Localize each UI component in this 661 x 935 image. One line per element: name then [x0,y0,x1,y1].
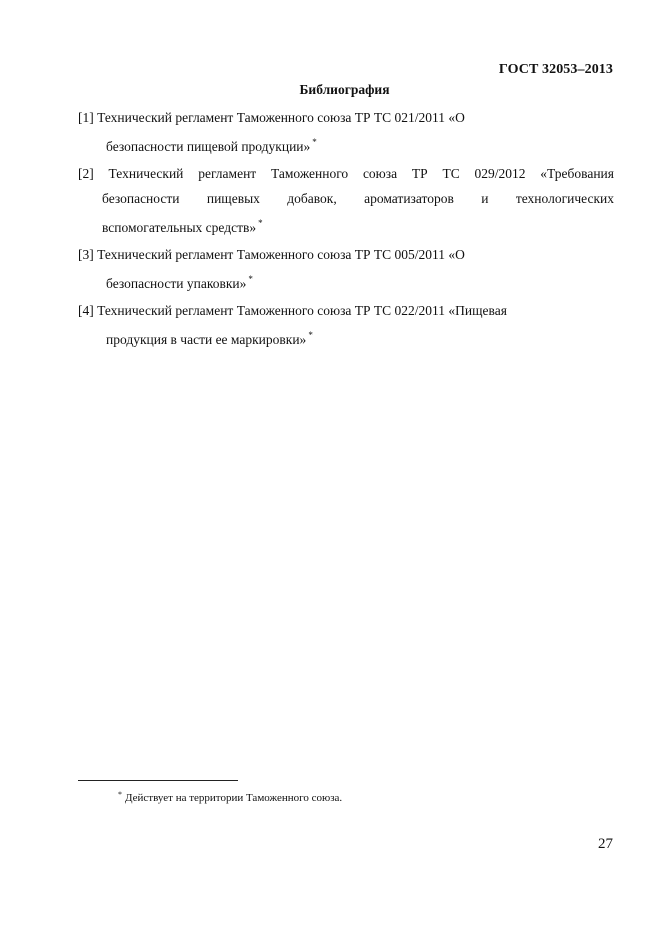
reference-list [78,105,614,352]
footnote [118,790,342,804]
reference-1-line-1: [1] Технический регламент Таможенного союза ТР ТС 021/2011 «О [78,110,465,125]
reference-item-4 [78,298,614,352]
footnote-separator [78,780,238,781]
bibliography-title: Библиография [299,82,390,97]
page-number: 27 [598,836,613,852]
footnote-text: Действует на территории Таможенного союза. [125,792,343,804]
reference-2-line-3: вспомогательных средств» [102,220,257,235]
footnote-mark: * [118,790,122,799]
reference-4-line-2: продукция в части ее маркировки» [106,332,307,347]
reference-2-line-2: безопасности пищевых добавок, ароматизаторов и технологических [102,191,614,206]
reference-item-3 [78,242,614,296]
reference-3-line-1: [3] Технический регламент Таможенного союза ТР ТС 005/2011 «О [78,247,465,262]
reference-2-line-1: [2] Технический регламент Таможенного союза ТР ТС 029/2012 «Требования [78,166,614,181]
footnote-marker: * [308,330,313,340]
reference-3-line-2: безопасности упаковки» [106,276,247,291]
reference-1-line-2: безопасности пищевой продукции» [106,139,311,154]
standard-code: ГОСТ 32053–2013 [498,62,613,77]
reference-4-line-1: [4] Технический регламент Таможенного союза ТР ТС 022/2011 «Пищевая [78,303,507,318]
reference-item-1 [78,105,614,159]
footnote-marker: * [312,137,317,147]
footnote-marker: * [248,274,253,284]
reference-item-2 [78,161,614,240]
footnote-marker: * [258,218,263,228]
